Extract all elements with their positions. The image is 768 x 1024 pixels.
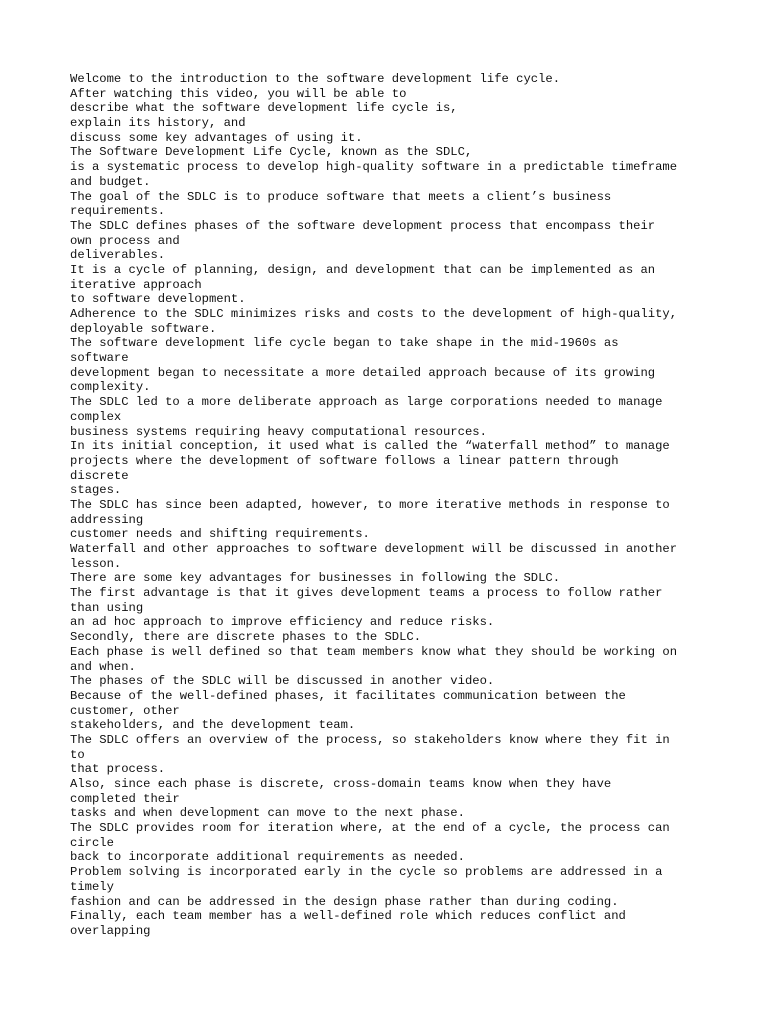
transcript-line: iterative approach [70,277,202,292]
transcript-line: Because of the well-defined phases, it facilitates communication between the [70,688,626,703]
transcript-line: It is a cycle of planning, design, and development that can be implemented as an [70,262,656,277]
transcript-line: In its initial conception, it used what is called the “waterfall method” to manage [70,439,670,454]
transcript-line: discuss some key advantages of using it. [70,130,363,145]
transcript-line: There are some key advantages for businesses in following the SDLC. [70,571,561,586]
transcript-line: The phases of the SDLC will be discussed in another video. [70,674,495,689]
transcript-line: The SDLC defines phases of the software development process that encompass their [70,218,656,233]
transcript-line: The SDLC led to a more deliberate approach as large corporations needed to manage [70,395,663,410]
transcript-line: to [70,747,85,762]
transcript-line: an ad hoc approach to improve efficiency and reduce risks. [70,615,495,630]
transcript-line: is a systematic process to develop high-quality software in a predictable timeframe [70,160,678,175]
transcript-line: Secondly, there are discrete phases to the SDLC. [70,630,422,645]
transcript-line: Finally, each team member has a well-defined role which reduces conflict and [70,909,626,924]
transcript-text [70,72,750,939]
transcript-line: lesson. [70,556,122,571]
transcript-line: deliverables. [70,248,166,263]
transcript-line: complexity. [70,380,151,395]
transcript-line: Problem solving is incorporated early in the cycle so problems are addressed in a [70,865,663,880]
transcript-line: timely [70,879,114,894]
transcript-line: Welcome to the introduction to the software development life cycle. [70,72,561,86]
transcript-line: The software development life cycle began to take shape in the mid-1960s as [70,336,619,351]
transcript-line: that process. [70,762,166,777]
transcript-line: requirements. [70,204,166,219]
transcript-line: stages. [70,483,122,498]
transcript-line: deployable software. [70,321,217,336]
transcript-line: The SDLC has since been adapted, however, to more iterative methods in response to [70,497,670,512]
transcript-line: The SDLC offers an overview of the process, so stakeholders know where they fit in [70,732,670,747]
transcript-line: The goal of the SDLC is to produce software that meets a client’s business [70,189,612,204]
transcript-line: and when. [70,659,136,674]
transcript-line: software [70,351,129,366]
transcript-line: The first advantage is that it gives development teams a process to follow rather [70,586,663,601]
transcript-line: and budget. [70,174,151,189]
transcript-line: Waterfall and other approaches to software development will be discussed in another [70,542,678,556]
transcript-line: Each phase is well defined so that team members know what they should be working on [70,644,678,659]
transcript-line: business systems requiring heavy computational resources. [70,424,487,439]
transcript-line: completed their [70,791,180,806]
transcript-line: addressing [70,512,144,527]
transcript-line: The SDLC provides room for iteration where, at the end of a cycle, the process can [70,821,670,836]
transcript-line: explain its history, and [70,116,246,131]
transcript-line: customer needs and shifting requirements. [70,527,370,542]
transcript-line: tasks and when development can move to the next phase. [70,806,465,821]
transcript-line: Adherence to the SDLC minimizes risks and costs to the development of high-quality, [70,307,678,321]
transcript-line: After watching this video, you will be able to [70,86,407,101]
transcript-line: discrete [70,468,129,483]
transcript-line: complex [70,409,122,424]
transcript-line: to software development. [70,292,246,307]
transcript-line: than using [70,600,144,615]
transcript-line: own process and [70,233,180,248]
transcript-line: development began to necessitate a more detailed approach because of its growing [70,365,656,380]
transcript-line: The Software Development Life Cycle, known as the SDLC, [70,145,473,160]
transcript-line: back to incorporate additional requirements as needed. [70,850,465,865]
transcript-line: stakeholders, and the development team. [70,718,356,733]
transcript-line: Also, since each phase is discrete, cross-domain teams know when they have [70,777,612,791]
transcript-line: projects where the development of software follows a linear pattern through [70,453,619,468]
transcript-line: circle [70,835,114,850]
transcript-line: describe what the software development life cycle is, [70,101,458,116]
transcript-line: fashion and can be addressed in the design phase rather than during coding. [70,894,619,909]
transcript-line: customer, other [70,703,180,718]
transcript-line: overlapping [70,923,151,938]
